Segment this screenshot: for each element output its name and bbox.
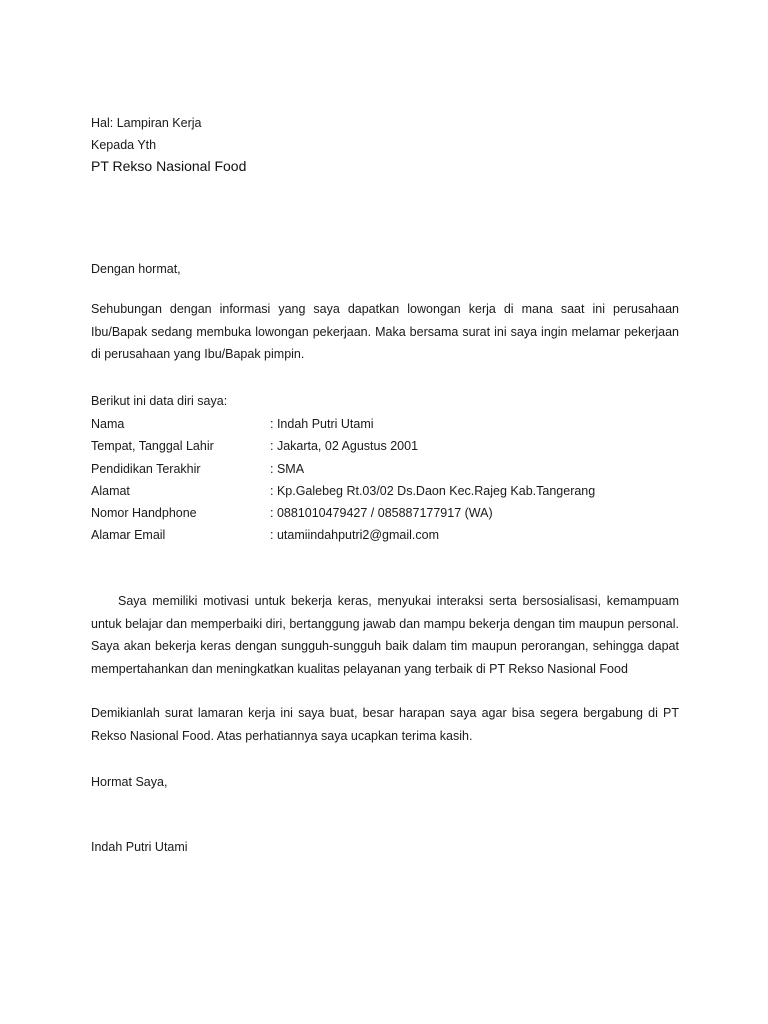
- subject-line: Hal: Lampiran Kerja: [91, 116, 202, 130]
- data-row-address: [91, 483, 681, 499]
- data-label: Alamar Email: [91, 528, 166, 542]
- data-value: : 0881010479427 / 085887177917 (WA): [270, 506, 493, 520]
- data-value: : Indah Putri Utami: [270, 417, 374, 431]
- data-row-birth: [91, 438, 681, 454]
- motivation-paragraph: Saya memiliki motivasi untuk bekerja keras, menyukai interaksi serta bersosialisasi, kemampuam untuk belajar dan memperbaiki diri, bertanggung jawab dan mampu bekerja dengan tim maupun personal. Saya akan bekerja keras dengan sungguh-sungguh baik dalam tim maupun perorangan, sehingga dapat mempertahankan dan meningkatkan kualitas pelayanan yang terbaik di PT Rekso Nasional Food: [91, 594, 679, 676]
- signoff: Hormat Saya,: [91, 775, 168, 789]
- closing-paragraph: Demikianlah surat lamaran kerja ini saya buat, besar harapan saya agar bisa segera bergabung di PT Rekso Nasional Food. Atas perhatiannya saya ucapkan terima kasih.: [91, 706, 679, 743]
- data-value: : SMA: [270, 462, 305, 476]
- data-value: : utamiindahputri2@gmail.com: [270, 528, 440, 542]
- recipient-line: Kepada Yth: [91, 138, 157, 152]
- data-row-name: [91, 416, 681, 432]
- data-label: Nama: [91, 417, 125, 431]
- signature-name: Indah Putri Utami: [91, 840, 188, 854]
- data-row-phone: [91, 505, 681, 521]
- data-label: Pendidikan Terakhir: [91, 462, 201, 476]
- data-value: : Jakarta, 02 Agustus 2001: [270, 439, 419, 453]
- data-row-email: [91, 527, 681, 543]
- data-value: : Kp.Galebeg Rt.03/02 Ds.Daon Kec.Rajeg Kab.Tangerang: [270, 484, 596, 498]
- data-label: Tempat, Tanggal Lahir: [91, 439, 214, 453]
- data-label: Nomor Handphone: [91, 506, 197, 520]
- intro-paragraph: Sehubungan dengan informasi yang saya dapatkan lowongan kerja di mana saat ini perusahaan Ibu/Bapak sedang membuka lowongan pekerjaan. Maka bersama surat ini saya ingin melamar pekerjaan di perusahaan yang Ibu/Bapak pimpin.: [91, 302, 679, 361]
- data-row-education: [91, 461, 681, 477]
- data-label: Alamat: [91, 484, 130, 498]
- personal-data-heading: Berikut ini data diri saya:: [91, 394, 228, 408]
- company-name: PT Rekso Nasional Food: [91, 158, 247, 174]
- greeting: Dengan hormat,: [91, 262, 181, 276]
